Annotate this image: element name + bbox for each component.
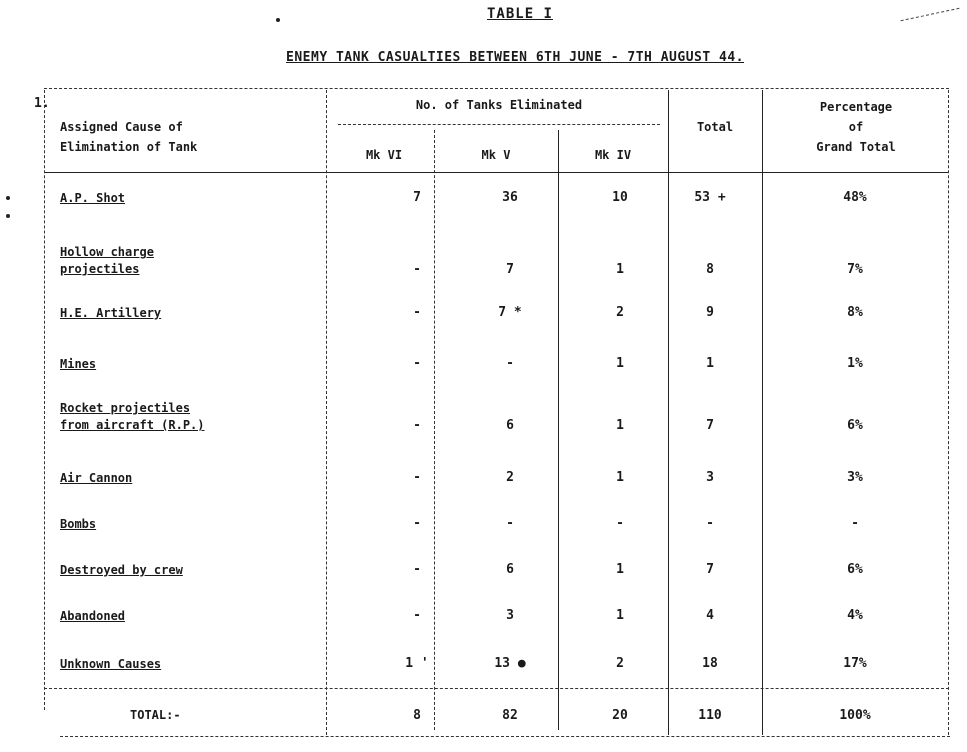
total-mk4: 20 <box>612 708 628 723</box>
scan-dot <box>276 18 280 22</box>
row-total: 1 <box>706 356 714 371</box>
row-mk5: - <box>506 356 514 371</box>
total-label: TOTAL:- <box>130 708 181 722</box>
row-mk5: 2 <box>506 470 514 485</box>
mk5-column-divider <box>558 130 559 730</box>
row-pct: 6% <box>847 562 863 577</box>
scan-dot <box>6 196 10 200</box>
row-cause: Abandoned <box>60 609 126 623</box>
group-header-underline <box>338 124 660 125</box>
header-bottom-border <box>44 172 949 173</box>
row-cause: Hollow charge <box>60 245 154 259</box>
total-pct: 100% <box>839 708 871 723</box>
row-mk6: - <box>413 608 421 623</box>
row-pct: - <box>851 516 859 531</box>
row-pct: 6% <box>847 418 863 433</box>
row-mk6: 7 <box>413 190 421 205</box>
row-mk6: - <box>413 305 421 320</box>
row-pct: 7% <box>847 262 863 277</box>
row-total: 3 <box>706 470 714 485</box>
total-top-border <box>44 688 949 689</box>
total-total: 110 <box>698 708 722 723</box>
row-mk4: 2 <box>616 656 624 671</box>
row-mk5: 13 ● <box>494 656 526 671</box>
row-cause: A.P. Shot <box>60 191 126 205</box>
row-cause-line2: projectiles <box>60 262 140 276</box>
total-mk6: 8 <box>413 708 421 723</box>
table-title: TABLE I <box>486 6 553 22</box>
row-mk4: 1 <box>616 418 624 433</box>
row-total: 7 <box>706 418 714 433</box>
row-mk6: - <box>413 562 421 577</box>
header-mk4: Mk IV <box>594 148 632 162</box>
header-cause-line2: Elimination of Tank <box>60 140 198 154</box>
row-mk5: - <box>506 516 514 531</box>
header-mk5: Mk V <box>481 148 511 162</box>
row-mk4: 1 <box>616 608 624 623</box>
row-mk5: 36 <box>502 190 518 205</box>
row-mk4: 1 <box>616 562 624 577</box>
row-mk4: 2 <box>616 305 624 320</box>
row-cause: Destroyed by crew <box>60 563 183 577</box>
row-total: 8 <box>706 262 714 277</box>
row-mk6: - <box>413 418 421 433</box>
row-total: 18 <box>702 656 718 671</box>
row-pct: 48% <box>843 190 867 205</box>
row-mk4: - <box>616 516 624 531</box>
row-total: - <box>706 516 714 531</box>
header-mk6: Mk VI <box>365 148 403 162</box>
row-pct: 1% <box>847 356 863 371</box>
row-total: 53 + <box>694 190 726 205</box>
total-mk5: 82 <box>502 708 518 723</box>
right-border <box>948 90 949 735</box>
table-top-border <box>44 88 949 89</box>
row-cause: Unknown Causes <box>60 657 162 671</box>
header-eliminated-group: No. of Tanks Eliminated <box>415 98 583 112</box>
row-pct: 4% <box>847 608 863 623</box>
row-pct: 17% <box>843 656 867 671</box>
row-total: 9 <box>706 305 714 320</box>
row-mk5: 6 <box>506 418 514 433</box>
row-cause: Rocket projectiles <box>60 401 191 415</box>
row-mk5: 7 * <box>498 305 522 320</box>
row-mk4: 1 <box>616 356 624 371</box>
cause-column-divider <box>326 90 327 735</box>
header-total: Total <box>696 120 734 134</box>
left-border <box>44 90 45 710</box>
row-mk5: 6 <box>506 562 514 577</box>
row-cause-line2: from aircraft (R.P.) <box>60 418 205 432</box>
row-total: 7 <box>706 562 714 577</box>
row-mk6: - <box>413 470 421 485</box>
row-number: 1. <box>34 96 50 111</box>
row-cause: Air Cannon <box>60 471 133 485</box>
scan-dot <box>6 214 10 218</box>
table-subtitle: ENEMY TANK CASUALTIES BETWEEN 6TH JUNE - 7TH AUGUST 44. <box>286 50 744 65</box>
header-pct-line3: Grand Total <box>816 140 896 154</box>
row-mk4: 1 <box>616 262 624 277</box>
row-cause: H.E. Artillery <box>60 306 162 320</box>
row-mk6: - <box>413 516 421 531</box>
row-mk6: 1 ' <box>405 656 429 671</box>
row-cause: Bombs <box>60 517 97 531</box>
row-pct: 3% <box>847 470 863 485</box>
row-mk6: - <box>413 262 421 277</box>
row-cause: Mines <box>60 357 97 371</box>
header-pct-line2: of <box>848 120 864 134</box>
table-bottom-border <box>60 736 950 737</box>
row-total: 4 <box>706 608 714 623</box>
row-pct: 8% <box>847 305 863 320</box>
header-cause-line1: Assigned Cause of <box>60 120 183 134</box>
mk4-column-divider <box>668 90 669 735</box>
row-mk4: 1 <box>616 470 624 485</box>
row-mk5: 7 <box>506 262 514 277</box>
total-column-divider <box>762 90 763 735</box>
row-mk6: - <box>413 356 421 371</box>
row-mk4: 10 <box>612 190 628 205</box>
header-pct-line1: Percentage <box>819 100 893 114</box>
row-mk5: 3 <box>506 608 514 623</box>
